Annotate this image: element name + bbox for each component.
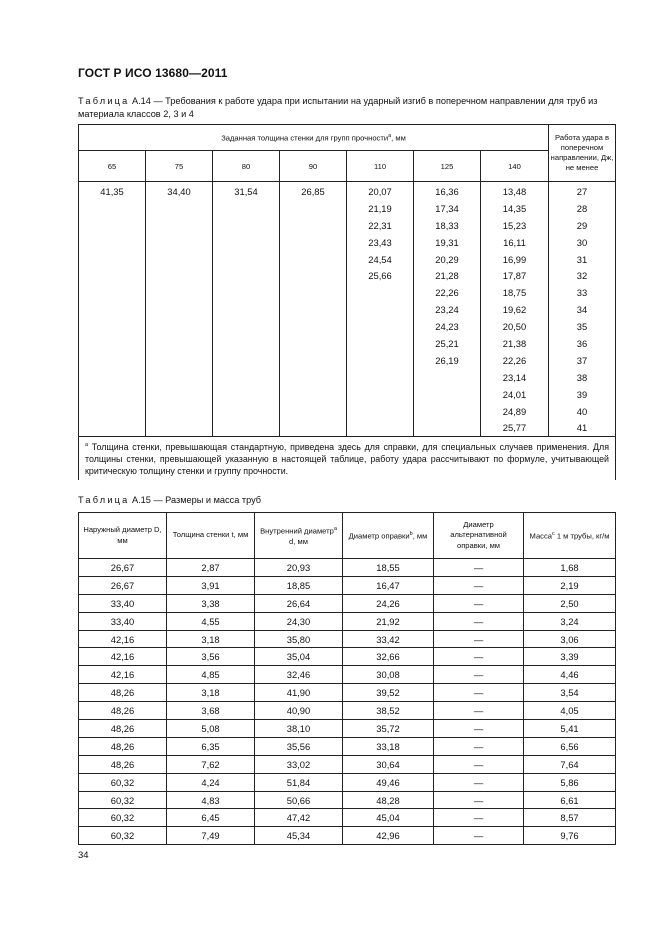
mandrel-diameter-cell: 49,46 [343, 773, 434, 791]
mandrel-diameter-cell: 42,96 [343, 827, 434, 845]
thickness-cell [280, 419, 347, 436]
thickness-cell [146, 318, 213, 335]
table-row [79, 386, 616, 403]
thickness-cell: 25,66 [347, 267, 414, 284]
mass-cell: 3,54 [524, 684, 616, 702]
thickness-cell [280, 386, 347, 403]
group-header-unit: , мм [391, 133, 406, 143]
thickness-cell [146, 284, 213, 301]
alt-mandrel-cell: — [434, 827, 524, 845]
table-row [79, 369, 616, 386]
wall-thickness-cell: 4,85 [167, 666, 255, 684]
table-row [79, 737, 616, 755]
header-inner-diameter-footnote: а [333, 525, 337, 532]
thickness-cell [347, 419, 414, 436]
wall-thickness-cell: 6,35 [167, 737, 255, 755]
thickness-cell: 24,54 [347, 251, 414, 268]
thickness-cell [280, 234, 347, 251]
thickness-cell [347, 335, 414, 352]
table-row [79, 301, 616, 318]
thickness-cell [213, 335, 280, 352]
thickness-cell [213, 251, 280, 268]
thickness-cell [280, 352, 347, 369]
group-header-footnote-marker: а [388, 132, 392, 139]
wall-thickness-cell: 3,91 [167, 576, 255, 594]
wall-thickness-cell: 6,45 [167, 809, 255, 827]
thickness-cell [79, 234, 146, 251]
mass-cell: 3,24 [524, 612, 616, 630]
inner-diameter-cell: 51,84 [255, 773, 343, 791]
thickness-cell [347, 301, 414, 318]
inner-diameter-cell: 41,90 [255, 684, 343, 702]
alt-mandrel-cell: — [434, 594, 524, 612]
table-row [79, 684, 616, 702]
thickness-cell [347, 284, 414, 301]
table-row [79, 352, 616, 369]
inner-diameter-cell: 50,66 [255, 791, 343, 809]
thickness-cell [414, 419, 481, 436]
alt-mandrel-cell: — [434, 612, 524, 630]
header-mass-per-meter [524, 513, 616, 559]
header-outer-diameter: Наружный диаметр D, мм [79, 513, 167, 559]
impact-work-cell: 27 [549, 182, 616, 200]
inner-diameter-cell: 24,30 [255, 612, 343, 630]
inner-diameter-cell: 35,80 [255, 630, 343, 648]
thickness-cell: 26,85 [280, 182, 347, 200]
header-inner-diameter [255, 513, 343, 559]
thickness-cell: 20,50 [481, 318, 549, 335]
impact-work-cell: 36 [549, 335, 616, 352]
alt-mandrel-cell: — [434, 648, 524, 666]
thickness-cell [146, 369, 213, 386]
thickness-cell: 31,54 [213, 182, 280, 200]
inner-diameter-cell: 45,34 [255, 827, 343, 845]
mandrel-diameter-cell: 48,28 [343, 791, 434, 809]
impact-work-header: Работа удара в поперечном направлении, Дж, не менее [549, 125, 616, 182]
alt-mandrel-cell: — [434, 666, 524, 684]
thickness-cell: 22,26 [481, 352, 549, 369]
thickness-cell: 24,89 [481, 403, 549, 420]
inner-diameter-cell: 35,04 [255, 648, 343, 666]
thickness-cell [414, 369, 481, 386]
wall-thickness-cell: 7,62 [167, 755, 255, 773]
alt-mandrel-cell: — [434, 791, 524, 809]
thickness-cell: 23,14 [481, 369, 549, 386]
header-mandrel-text: Диаметр оправки [348, 531, 410, 541]
thickness-cell [280, 284, 347, 301]
wall-thickness-cell: 3,68 [167, 702, 255, 720]
strength-group-header: 75 [146, 151, 213, 182]
footnote-marker: а [85, 442, 89, 449]
thickness-cell [79, 335, 146, 352]
thickness-cell: 34,40 [146, 182, 213, 200]
thickness-cell [146, 234, 213, 251]
wall-thickness-cell: 7,49 [167, 827, 255, 845]
outer-diameter-cell: 48,26 [79, 720, 167, 738]
thickness-cell: 17,87 [481, 267, 549, 284]
inner-diameter-cell: 20,93 [255, 559, 343, 577]
outer-diameter-cell: 60,32 [79, 809, 167, 827]
mass-cell: 5,41 [524, 720, 616, 738]
mandrel-diameter-cell: 18,55 [343, 559, 434, 577]
table-row [79, 217, 616, 234]
table-a15-caption-label: Таблица [78, 495, 130, 505]
alt-mandrel-cell: — [434, 737, 524, 755]
table-row [79, 702, 616, 720]
table-row [79, 612, 616, 630]
table-row [79, 576, 616, 594]
thickness-cell: 14,35 [481, 200, 549, 217]
header-inner-diameter-unit: d, мм [289, 536, 308, 546]
table-row [79, 559, 616, 577]
thickness-cell [280, 267, 347, 284]
thickness-cell [414, 403, 481, 420]
thickness-cell: 17,34 [414, 200, 481, 217]
table-a14-caption [78, 95, 618, 120]
table-row [79, 666, 616, 684]
thickness-cell [213, 318, 280, 335]
mandrel-diameter-cell: 24,26 [343, 594, 434, 612]
thickness-cell [79, 251, 146, 268]
thickness-cell: 24,01 [481, 386, 549, 403]
thickness-cell: 18,33 [414, 217, 481, 234]
table-row [79, 755, 616, 773]
thickness-cell: 18,75 [481, 284, 549, 301]
table-row [79, 773, 616, 791]
impact-work-cell: 33 [549, 284, 616, 301]
impact-work-cell: 39 [549, 386, 616, 403]
mass-cell: 2,50 [524, 594, 616, 612]
wall-thickness-cell: 3,18 [167, 630, 255, 648]
thickness-cell [213, 386, 280, 403]
wall-thickness-cell: 2,87 [167, 559, 255, 577]
table-row [79, 419, 616, 436]
thickness-cell [146, 403, 213, 420]
thickness-cell [79, 318, 146, 335]
thickness-cell [347, 318, 414, 335]
wall-thickness-cell: 4,83 [167, 791, 255, 809]
strength-group-header: 110 [347, 151, 414, 182]
header-mass-text: Масса [529, 531, 552, 541]
mandrel-diameter-cell: 32,66 [343, 648, 434, 666]
thickness-cell [146, 386, 213, 403]
table-a15-caption-text: А.15 — Размеры и масса труб [129, 495, 262, 505]
wall-thickness-cell: 5,08 [167, 720, 255, 738]
inner-diameter-cell: 33,02 [255, 755, 343, 773]
thickness-cell [347, 403, 414, 420]
impact-work-cell: 32 [549, 267, 616, 284]
footnote-text: Толщина стенки, превышающая стандартную, приведена здесь для справки, для специальных случаев применения. Для толщины стенки, превышающей указанную в настоящей таблице, работу удара рассчитывают по формуле, учитывающей критическую толщину стенки и группу прочности. [85, 442, 610, 476]
alt-mandrel-cell: — [434, 720, 524, 738]
table-a15 [78, 512, 616, 845]
thickness-cell [146, 267, 213, 284]
thickness-cell [146, 200, 213, 217]
table-row [79, 284, 616, 301]
thickness-cell [280, 251, 347, 268]
table-row [79, 809, 616, 827]
header-alt-mandrel-diameter: Диаметр альтернативной оправки, мм [434, 513, 524, 559]
thickness-cell: 24,23 [414, 318, 481, 335]
inner-diameter-cell: 35,56 [255, 737, 343, 755]
inner-diameter-cell: 38,10 [255, 720, 343, 738]
document-header-title: ГОСТ Р ИСО 13680—2011 [78, 66, 228, 80]
mandrel-diameter-cell: 16,47 [343, 576, 434, 594]
mass-cell: 3,39 [524, 648, 616, 666]
alt-mandrel-cell: — [434, 773, 524, 791]
group-header-text: Заданная толщина стенки для групп прочности [221, 133, 389, 143]
thickness-cell [213, 267, 280, 284]
outer-diameter-cell: 33,40 [79, 594, 167, 612]
thickness-cell [213, 301, 280, 318]
thickness-cell [280, 403, 347, 420]
mandrel-diameter-cell: 33,42 [343, 630, 434, 648]
thickness-cell [79, 217, 146, 234]
table-row [79, 827, 616, 845]
thickness-cell: 25,21 [414, 335, 481, 352]
table-a14-caption-label: Таблица [78, 96, 130, 106]
table-row [79, 335, 616, 352]
outer-diameter-cell: 48,26 [79, 702, 167, 720]
thickness-cell [280, 217, 347, 234]
outer-diameter-cell: 60,32 [79, 773, 167, 791]
table-row [79, 594, 616, 612]
thickness-cell [347, 352, 414, 369]
table-row [79, 267, 616, 284]
impact-work-cell: 34 [549, 301, 616, 318]
mandrel-diameter-cell: 30,64 [343, 755, 434, 773]
impact-work-cell: 37 [549, 352, 616, 369]
table-a14 [78, 124, 616, 480]
mass-cell: 8,57 [524, 809, 616, 827]
wall-thickness-cell: 3,38 [167, 594, 255, 612]
mandrel-diameter-cell: 30,08 [343, 666, 434, 684]
alt-mandrel-cell: — [434, 755, 524, 773]
thickness-cell [79, 301, 146, 318]
mandrel-diameter-cell: 33,18 [343, 737, 434, 755]
mass-cell: 5,86 [524, 773, 616, 791]
outer-diameter-cell: 42,16 [79, 666, 167, 684]
thickness-cell [213, 217, 280, 234]
thickness-cell [213, 234, 280, 251]
header-mandrel-diameter [343, 513, 434, 559]
thickness-cell: 41,35 [79, 182, 146, 200]
outer-diameter-cell: 26,67 [79, 576, 167, 594]
thickness-cell: 26,19 [414, 352, 481, 369]
mandrel-diameter-cell: 45,04 [343, 809, 434, 827]
mass-cell: 4,46 [524, 666, 616, 684]
table-row [79, 630, 616, 648]
inner-diameter-cell: 40,90 [255, 702, 343, 720]
thickness-cell: 15,23 [481, 217, 549, 234]
outer-diameter-cell: 42,16 [79, 630, 167, 648]
table-a14-footnote [79, 437, 616, 480]
thickness-cell: 13,48 [481, 182, 549, 200]
table-row [79, 403, 616, 420]
thickness-cell [213, 352, 280, 369]
group-strength-header [79, 125, 549, 151]
impact-work-cell: 35 [549, 318, 616, 335]
mass-cell: 9,76 [524, 827, 616, 845]
inner-diameter-cell: 18,85 [255, 576, 343, 594]
thickness-cell [79, 419, 146, 436]
outer-diameter-cell: 48,26 [79, 684, 167, 702]
impact-work-cell: 41 [549, 419, 616, 436]
thickness-cell [280, 369, 347, 386]
thickness-cell: 20,29 [414, 251, 481, 268]
outer-diameter-cell: 33,40 [79, 612, 167, 630]
table-row [79, 791, 616, 809]
thickness-cell [280, 318, 347, 335]
wall-thickness-cell: 4,24 [167, 773, 255, 791]
thickness-cell [146, 251, 213, 268]
outer-diameter-cell: 60,32 [79, 827, 167, 845]
mandrel-diameter-cell: 35,72 [343, 720, 434, 738]
mass-cell: 3,06 [524, 630, 616, 648]
thickness-cell [213, 284, 280, 301]
alt-mandrel-cell: — [434, 809, 524, 827]
table-row [79, 720, 616, 738]
thickness-cell [280, 301, 347, 318]
thickness-cell: 21,28 [414, 267, 481, 284]
page-number: 34 [78, 850, 89, 861]
header-mandrel-footnote: b [409, 531, 413, 538]
header-wall-thickness: Толщина стенки t, мм [167, 513, 255, 559]
thickness-cell [347, 369, 414, 386]
mass-cell: 1,68 [524, 559, 616, 577]
thickness-cell: 21,19 [347, 200, 414, 217]
thickness-cell: 21,38 [481, 335, 549, 352]
inner-diameter-cell: 26,64 [255, 594, 343, 612]
thickness-cell: 16,11 [481, 234, 549, 251]
wall-thickness-cell: 3,56 [167, 648, 255, 666]
mandrel-diameter-cell: 39,52 [343, 684, 434, 702]
thickness-cell: 16,99 [481, 251, 549, 268]
thickness-cell [146, 419, 213, 436]
inner-diameter-cell: 47,42 [255, 809, 343, 827]
table-row [79, 234, 616, 251]
alt-mandrel-cell: — [434, 576, 524, 594]
thickness-cell: 19,62 [481, 301, 549, 318]
thickness-cell [213, 419, 280, 436]
impact-work-cell: 28 [549, 200, 616, 217]
alt-mandrel-cell: — [434, 684, 524, 702]
thickness-cell: 23,43 [347, 234, 414, 251]
wall-thickness-cell: 4,55 [167, 612, 255, 630]
thickness-cell: 23,24 [414, 301, 481, 318]
impact-work-cell: 29 [549, 217, 616, 234]
table-a15-caption [78, 494, 618, 507]
thickness-cell: 20,07 [347, 182, 414, 200]
thickness-cell: 19,31 [414, 234, 481, 251]
thickness-cell [79, 200, 146, 217]
thickness-cell [347, 386, 414, 403]
thickness-cell [79, 386, 146, 403]
thickness-cell: 25,77 [481, 419, 549, 436]
header-mass-footnote: с [551, 531, 555, 538]
thickness-cell: 22,31 [347, 217, 414, 234]
outer-diameter-cell: 48,26 [79, 755, 167, 773]
thickness-cell: 22,26 [414, 284, 481, 301]
thickness-cell [79, 369, 146, 386]
outer-diameter-cell: 48,26 [79, 737, 167, 755]
strength-group-header: 140 [481, 151, 549, 182]
table-row [79, 648, 616, 666]
strength-group-header: 90 [280, 151, 347, 182]
header-mandrel-unit: , мм [412, 531, 428, 541]
strength-group-header: 80 [213, 151, 280, 182]
strength-group-header: 65 [79, 151, 146, 182]
outer-diameter-cell: 42,16 [79, 648, 167, 666]
table-a14-caption-text: А.14 — Требования к работе удара при испытании на ударный изгиб в поперечном направлении для труб из материала классов 2, 3 и 4 [78, 96, 598, 119]
thickness-cell [79, 403, 146, 420]
thickness-cell [414, 386, 481, 403]
thickness-cell [280, 335, 347, 352]
thickness-cell [146, 335, 213, 352]
outer-diameter-cell: 26,67 [79, 559, 167, 577]
table-row [79, 200, 616, 217]
thickness-cell [213, 200, 280, 217]
mass-cell: 7,64 [524, 755, 616, 773]
header-mass-unit: 1 м трубы, кг/м [554, 531, 610, 541]
thickness-cell [280, 200, 347, 217]
mass-cell: 2,19 [524, 576, 616, 594]
strength-group-header: 125 [414, 151, 481, 182]
alt-mandrel-cell: — [434, 630, 524, 648]
mandrel-diameter-cell: 21,92 [343, 612, 434, 630]
outer-diameter-cell: 60,32 [79, 791, 167, 809]
header-inner-diameter-text: Внутренний диаметр [260, 526, 334, 536]
impact-work-cell: 40 [549, 403, 616, 420]
mass-cell: 6,56 [524, 737, 616, 755]
table-row [79, 318, 616, 335]
table-row [79, 182, 616, 200]
thickness-cell [146, 301, 213, 318]
thickness-cell [213, 403, 280, 420]
thickness-cell [146, 352, 213, 369]
impact-work-cell: 31 [549, 251, 616, 268]
table-row [79, 251, 616, 268]
thickness-cell [79, 284, 146, 301]
inner-diameter-cell: 32,46 [255, 666, 343, 684]
mandrel-diameter-cell: 38,52 [343, 702, 434, 720]
mass-cell: 4,05 [524, 702, 616, 720]
thickness-cell: 16,36 [414, 182, 481, 200]
impact-work-cell: 38 [549, 369, 616, 386]
thickness-cell [146, 217, 213, 234]
thickness-cell [213, 369, 280, 386]
alt-mandrel-cell: — [434, 702, 524, 720]
mass-cell: 6,61 [524, 791, 616, 809]
impact-work-cell: 30 [549, 234, 616, 251]
thickness-cell [79, 352, 146, 369]
wall-thickness-cell: 3,18 [167, 684, 255, 702]
thickness-cell [79, 267, 146, 284]
alt-mandrel-cell: — [434, 559, 524, 577]
